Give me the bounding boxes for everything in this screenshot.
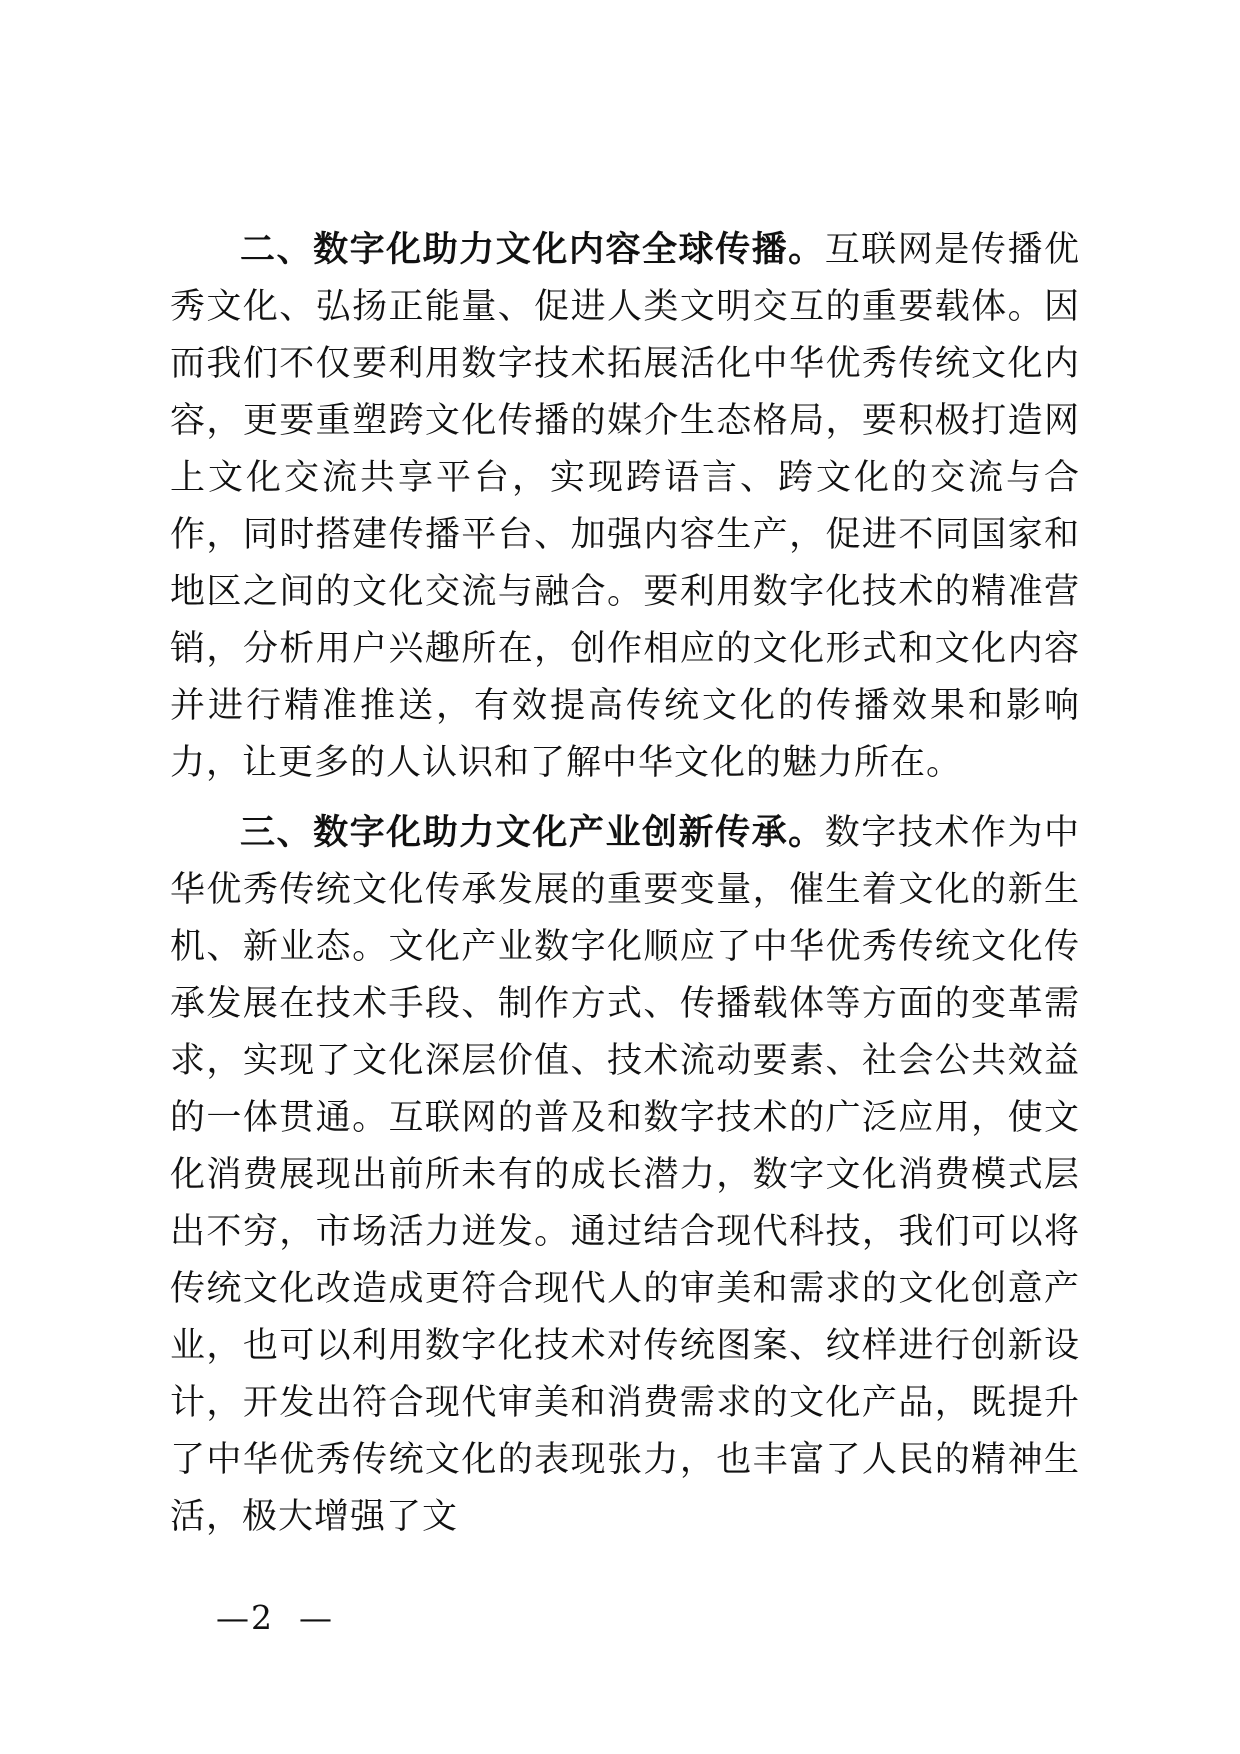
section-body-2: 互联网是传播优秀文化、弘扬正能量、促进人类文明交互的重要载体。因而我们不仅要利用数字技术拓展活化中华优秀传统文化内容，更要重塑跨文化传播的媒介生态格局，要积极打造网上文化交流共享平台，实现跨语言、跨文化的交流与合作，同时搭建传播平台、加强内容生产，促进不同国家和地区之间的文化交流与融合。要利用数字化技术的精准营销，分析用户兴趣所在，创作相应的文化形式和文化内容并进行精准推送，有效提高传统文化的传播效果和影响力，让更多的人认识和了解中华文化的魅力所在。 (170, 230, 1080, 783)
page-number: —2 — (216, 1598, 334, 1637)
section-paragraph-2 (170, 222, 1080, 792)
section-paragraph-3 (170, 805, 1080, 1546)
document-body (170, 222, 1080, 1546)
section-heading-3: 三、数字化助力文化产业创新传承。 (240, 813, 825, 853)
section-heading-2: 二、数字化助力文化内容全球传播。 (240, 230, 825, 270)
section-body-3: 数字技术作为中华优秀传统文化传承发展的重要变量，催生着文化的新生机、新业态。文化产业数字化顺应了中华优秀传统文化传承发展在技术手段、制作方式、传播载体等方面的变革需求，实现了文化深层价值、技术流动要素、社会公共效益的一体贯通。互联网的普及和数字技术的广泛应用，使文化消费展现出前所未有的成长潜力，数字文化消费模式层出不穷，市场活力迸发。通过结合现代科技，我们可以将传统文化改造成更符合现代人的审美和需求的文化创意产业，也可以利用数字化技术对传统图案、纹样进行创新设计，开发出符合现代审美和消费需求的文化产品，既提升了中华优秀传统文化的表现张力，也丰富了人民的精神生活，极大增强了文 (170, 813, 1080, 1537)
